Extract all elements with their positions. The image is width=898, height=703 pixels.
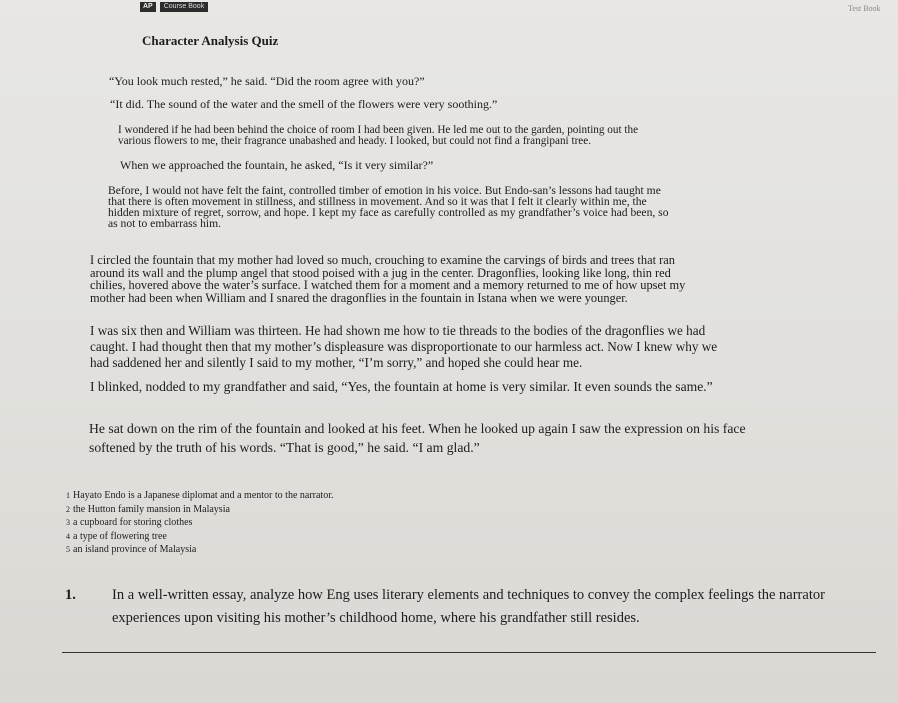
footnote-text: a type of flowering tree [73, 530, 167, 542]
footnote-text: an island province of Malaysia [73, 544, 197, 555]
footnote-text: the Hutton family mansion in Malaysia [73, 503, 230, 515]
footnote-1: 1 Hayato Endo is a Japanese diplomat and a mentor to the narrator. [66, 490, 334, 501]
passage-paragraph-7: I was six then and William was thirteen. He had shown me how to tie threads to the bodies of the dragonflies we had caught. I had thought then that my mother’s displeasure was disproportionate to our harmless act. Now I knew why we had saddened her and silently I said to my mother, “I’m sorry,” and hoped she could hear me. [90, 323, 718, 370]
course-label: Course Book [160, 2, 208, 12]
passage-paragraph-6: I circled the fountain that my mother had loved so much, crouching to examine the carvings of birds and trees that ran around its wall and the plump angel that stood poised with a jug in the center. Dragonflies, looking like long, thin red chilies, hovered above the water’s surface. I watched them for a moment and a memory returned to me of how upset my mother had been when William and I snared the dragonflies in the fountain in Istana when we were younger. [90, 253, 686, 305]
passage-paragraph-5: Before, I would not have felt the faint, controlled timber of emotion in his voice. But Endo-san’s lessons had taught me that there is often movement in stillness, and stillness in movement. And so it was that I felt it clearly within me, the hidden mixture of regret, sorrow, and hope. I kept my face as carefully controlled as my grandfather’s voice had been, so as not to embarrass him. [108, 184, 669, 230]
footnote-2: 2 the Hutton family mansion in Malaysia [66, 503, 230, 515]
footnote-5: 5 an island province of Malaysia [66, 544, 197, 555]
footnote-text: a cupboard for storing clothes [73, 517, 193, 528]
page-title: Character Analysis Quiz [142, 33, 279, 48]
footnote-4: 4 a type of flowering tree [66, 530, 167, 542]
passage-paragraph-9: He sat down on the rim of the fountain and looked at his feet. When he looked up again I saw the expression on his face softened by the truth of his words. “That is good,” he said. “I am glad.” [89, 421, 746, 455]
passage-paragraph-8: I blinked, nodded to my grandfather and said, “Yes, the fountain at home is very similar. It even sounds the same.” [90, 379, 713, 394]
answer-line[interactable] [62, 652, 876, 653]
footnote-3: 3 a cupboard for storing clothes [66, 517, 193, 528]
question-text: In a well-written essay, analyze how Eng uses literary elements and techniques to convey the complex feelings the narrator experiences upon visiting his mother’s childhood home, where his grandfather still resides. [112, 587, 825, 626]
header-tag [140, 2, 208, 12]
footnotes [66, 489, 333, 557]
corner-label: Test Book [848, 4, 881, 13]
passage-paragraph-2: “It did. The sound of the water and the smell of the flowers were very soothing.” [110, 97, 498, 111]
ap-badge: AP [140, 2, 156, 12]
passage-paragraph-3: I wondered if he had been behind the choice of room I had been given. He led me out to the garden, pointing out the various flowers to me, their fragrance unabashed and heady. I looked, but could not find a frangipani tree. [118, 124, 639, 147]
footnote-text: Hayato Endo is a Japanese diplomat and a mentor to the narrator. [73, 490, 334, 501]
passage-paragraph-1: “You look much rested,” he said. “Did the room agree with you?” [109, 74, 425, 88]
question-number: 1. [65, 587, 76, 603]
essay-question [65, 584, 875, 630]
passage-paragraph-4: When we approached the fountain, he asked, “Is it very similar?” [120, 158, 434, 172]
